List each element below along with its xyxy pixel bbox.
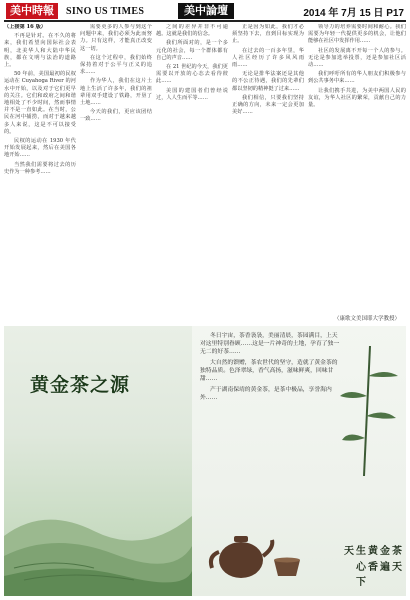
- paragraph: 正是因为如此，我们才必须坚持下去，直到目标实现为止。: [232, 24, 304, 45]
- paragraph: 让我们携手共进，为美中两国人民的友谊，为华人社区的繁荣，贡献自己的力量。: [308, 87, 406, 109]
- paragraph: 作为华人，我们在这片土地上生活了许多年，我们的祖辈用双手建设了铁路，开垦了土地……: [80, 78, 152, 107]
- paragraph: 在这个过程中，我们始终保持着对于公平与正义的追求……: [80, 54, 152, 76]
- section-title: 美中論壇: [178, 3, 234, 19]
- bamboo-icon: [340, 346, 400, 476]
- article-column-4: [232, 24, 304, 324]
- ad-text-panel: [192, 326, 406, 596]
- newspaper-logo: 美中時報: [6, 3, 58, 19]
- paragraph: 需要更多的人参与到这个问题中来，我们必须为此而努力。只有这样，才能真正改变这一切。: [80, 24, 152, 52]
- ad-paragraph: 大自然的馈赠，茶农世代的坚守，造就了黄金茶的独特品质。色泽翠绿，香气高扬，滋味鲜爽，回味甘甜……: [200, 360, 338, 382]
- paragraph: 领导力的培养需要时间和耐心。我们需要为年轻一代提供更多的机会，让他们能够在社区中发挥作用……: [308, 24, 406, 45]
- ad-paragraph: 冬日宇宙，茶香袅袅，美丽清晨，茶园满目，上天对这里特别眷顾……这是一片神奇的土地，孕育了独一无二的好茶……: [200, 333, 340, 355]
- issue-date: 2014 年 7月 15 日: [303, 8, 384, 19]
- paragraph: 我们所面对的，是一个多元化的社会，每一个群体都有自己的声音……: [156, 40, 228, 61]
- tea-cup-icon: [272, 556, 302, 580]
- paragraph: 无论是排华法案还是其他的不公正待遇，我们的先辈们都以坚韧的精神挺了过来……: [232, 71, 304, 92]
- continuation-note: （上接第 16 版）: [4, 24, 46, 30]
- ad-slogan-line-1: 天生黄金茶: [344, 546, 404, 557]
- ad-slogan-line-2: 心香遍天下: [356, 562, 404, 588]
- publication-name: SINO US TIMES: [66, 5, 145, 17]
- article-column-5: [308, 24, 406, 324]
- paragraph: 50 年前，美国最初的民权运动在 Cuyahoga River 的河水中开始，以及对于它们更早的关注。它们和政府之间和谐地相处了不少时间，然而事情并不是一直如此。在当时，公民在河中捕捞，而对于越来越多人来说，这是不可以接受的。: [4, 71, 76, 135]
- ad-title: 黄金茶之源: [30, 374, 131, 396]
- paragraph: 我们呼吁所有的华人朋友们积极参与到公共事务中来……: [308, 71, 406, 85]
- tea-advertisement: [4, 326, 406, 596]
- teapot-icon: [206, 516, 276, 586]
- tea-landscape-image: [4, 326, 192, 596]
- article-column-1: [4, 24, 76, 324]
- ad-description: [200, 332, 342, 405]
- paragraph: 在过去的一百多年里，华人社区经历了许多风风雨雨……: [232, 47, 304, 69]
- page-number: P17: [386, 8, 404, 19]
- paragraph: 当然我们需要将过去的历史作为一种参考……: [4, 161, 76, 175]
- paragraph: 社区的发展离不开每一个人的参与。无论是参加选举投票，还是参加社区活动……: [308, 47, 406, 69]
- tea-hills-illustration: [4, 476, 192, 596]
- paragraph: 我们相信，只要我们坚持正确的方向，未来一定会更加美好……: [232, 94, 304, 116]
- article-column-3: [156, 24, 228, 324]
- header-rule: [4, 20, 406, 22]
- article-body: [4, 24, 406, 324]
- ad-paragraph: 产于湖南保靖的黄金茶，是茶中极品，享誉海内外……: [200, 387, 332, 401]
- paragraph: 民权的运动在 1930 年代开始发展起来，然后在美国各地开始……: [4, 138, 76, 159]
- author-byline: （康歌文美国耶大学教授）: [333, 316, 400, 322]
- paragraph: 美国的建国者们曾经说过，人人生而平等……: [156, 87, 228, 101]
- dateline: [303, 4, 404, 19]
- paragraph: 之间的差异并非不可逾越。这就是我们的信念。: [156, 24, 228, 38]
- article-column-2: [80, 24, 152, 324]
- paragraph: 不再是针对。在不久的将来，我们希望向国际社会表明，北美华人和大陆中华民族，都在文明与法治的道路上。: [4, 33, 76, 69]
- paragraph: 在 21 世纪的今天，我们更需要以开放的心态去看待彼此……: [156, 64, 228, 85]
- paragraph: 今天的我们，更应该团结一致……: [80, 109, 152, 123]
